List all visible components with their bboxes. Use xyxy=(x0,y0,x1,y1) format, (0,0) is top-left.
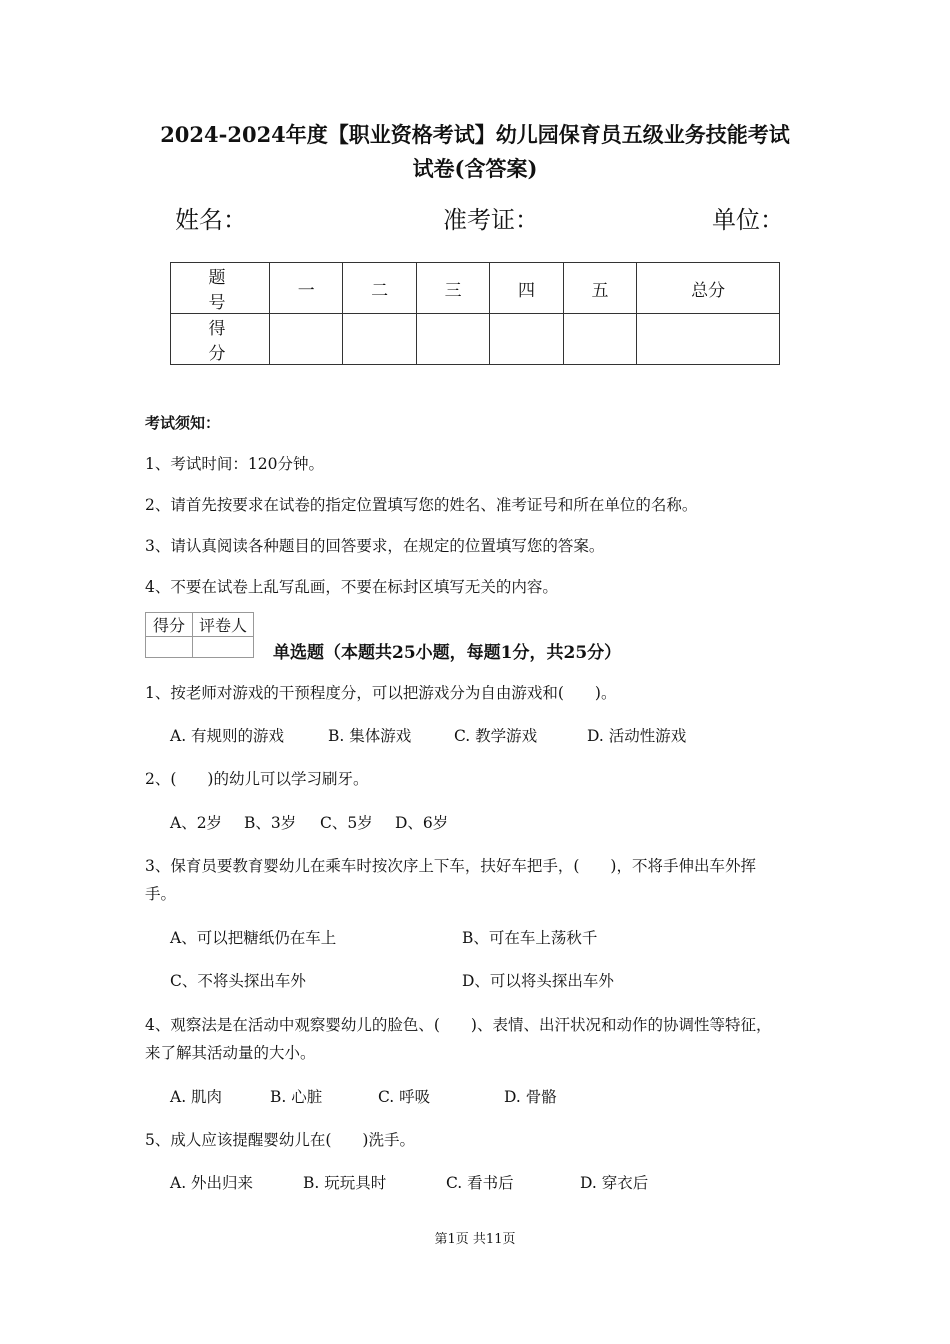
header-cell: 二 xyxy=(343,263,416,314)
option[interactable]: A. 有规则的游戏 xyxy=(170,727,285,745)
option[interactable]: D、6岁 xyxy=(395,814,449,832)
option[interactable]: A、2岁 xyxy=(170,814,223,832)
option[interactable]: A. 肌肉 xyxy=(170,1088,223,1106)
unit-label: 单位： xyxy=(712,206,784,234)
option[interactable]: C. 看书后 xyxy=(446,1174,514,1192)
question-stem: 2、( )的幼儿可以学习刷牙。 xyxy=(145,770,369,788)
question-stem-cont: 来了解其活动量的大小。 xyxy=(145,1044,316,1062)
option[interactable]: D. 骨骼 xyxy=(504,1088,557,1106)
option[interactable]: A. 外出归来 xyxy=(170,1174,254,1192)
exam-id-label: 准考证： xyxy=(443,206,539,234)
score-table-score-row xyxy=(171,314,780,365)
header-cell: 四 xyxy=(490,263,563,314)
option[interactable]: D. 穿衣后 xyxy=(580,1174,649,1192)
page-footer: 第1页 共11页 xyxy=(434,1232,516,1247)
document-title xyxy=(60,118,890,186)
grader-name-label: 评卷人 xyxy=(193,613,254,637)
score-cell[interactable] xyxy=(637,314,780,365)
grader-score-label: 得分 xyxy=(146,613,193,637)
notice-item: 2、请首先按要求在试卷的指定位置填写您的姓名、准考证号和所在单位的名称。 xyxy=(145,496,698,514)
score-cell[interactable] xyxy=(343,314,416,365)
grader-score-cell[interactable] xyxy=(146,637,193,658)
grader-name-cell[interactable] xyxy=(193,637,254,658)
option[interactable]: B. 心脏 xyxy=(270,1088,323,1106)
score-cell[interactable] xyxy=(563,314,636,365)
option[interactable]: C. 呼吸 xyxy=(378,1088,431,1106)
score-table-header-row xyxy=(171,263,780,314)
header-cell: 题 号 xyxy=(171,263,270,314)
section-title: 单选题（本题共25小题，每题1分，共25分） xyxy=(273,643,622,663)
score-cell[interactable] xyxy=(270,314,343,365)
question-stem-cont: 手。 xyxy=(145,885,177,903)
option[interactable]: B、3岁 xyxy=(244,814,297,832)
notice-item: 4、不要在试卷上乱写乱画，不要在标封区填写无关的内容。 xyxy=(145,578,558,596)
header-cell: 五 xyxy=(563,263,636,314)
question-stem: 5、成人应该提醒婴幼儿在( )洗手。 xyxy=(145,1131,415,1149)
option[interactable]: A、可以把糖纸仍在车上 xyxy=(170,929,337,947)
option[interactable]: C. 教学游戏 xyxy=(454,727,538,745)
question-stem: 4、观察法是在活动中观察婴幼儿的脸色、( )、表情、出汗状况和动作的协调性等特征， xyxy=(145,1016,772,1034)
score-cell[interactable] xyxy=(416,314,489,365)
title-line-2: 试卷(含答案) xyxy=(412,156,538,181)
option[interactable]: D、可以将头探出车外 xyxy=(462,972,614,990)
notice-item: 3、请认真阅读各种题目的回答要求，在规定的位置填写您的答案。 xyxy=(145,537,605,555)
option[interactable]: B、可在车上荡秋千 xyxy=(462,929,598,947)
score-cell[interactable] xyxy=(490,314,563,365)
notice-item: 1、考试时间：120分钟。 xyxy=(145,455,324,473)
question-stem: 3、保育员要教育婴幼儿在乘车时按次序上下车，扶好车把手，( )，不将手伸出车外挥 xyxy=(145,857,756,875)
header-cell: 总分 xyxy=(637,263,780,314)
option[interactable]: C、5岁 xyxy=(320,814,373,832)
title-line-1: 2024-2024年度【职业资格考试】幼儿园保育员五级业务技能考试 xyxy=(160,122,790,147)
option[interactable]: B. 玩玩具时 xyxy=(303,1174,387,1192)
option[interactable]: B. 集体游戏 xyxy=(328,727,412,745)
name-label: 姓名： xyxy=(175,206,247,234)
header-cell: 三 xyxy=(416,263,489,314)
score-row-label: 得 分 xyxy=(171,314,270,365)
score-table xyxy=(170,262,780,365)
question-stem: 1、按老师对游戏的干预程度分，可以把游戏分为自由游戏和( )。 xyxy=(145,684,617,702)
option[interactable]: C、不将头探出车外 xyxy=(170,972,306,990)
option[interactable]: D. 活动性游戏 xyxy=(587,727,687,745)
notice-heading: 考试须知： xyxy=(145,414,221,432)
header-cell: 一 xyxy=(270,263,343,314)
grader-table xyxy=(145,612,254,658)
